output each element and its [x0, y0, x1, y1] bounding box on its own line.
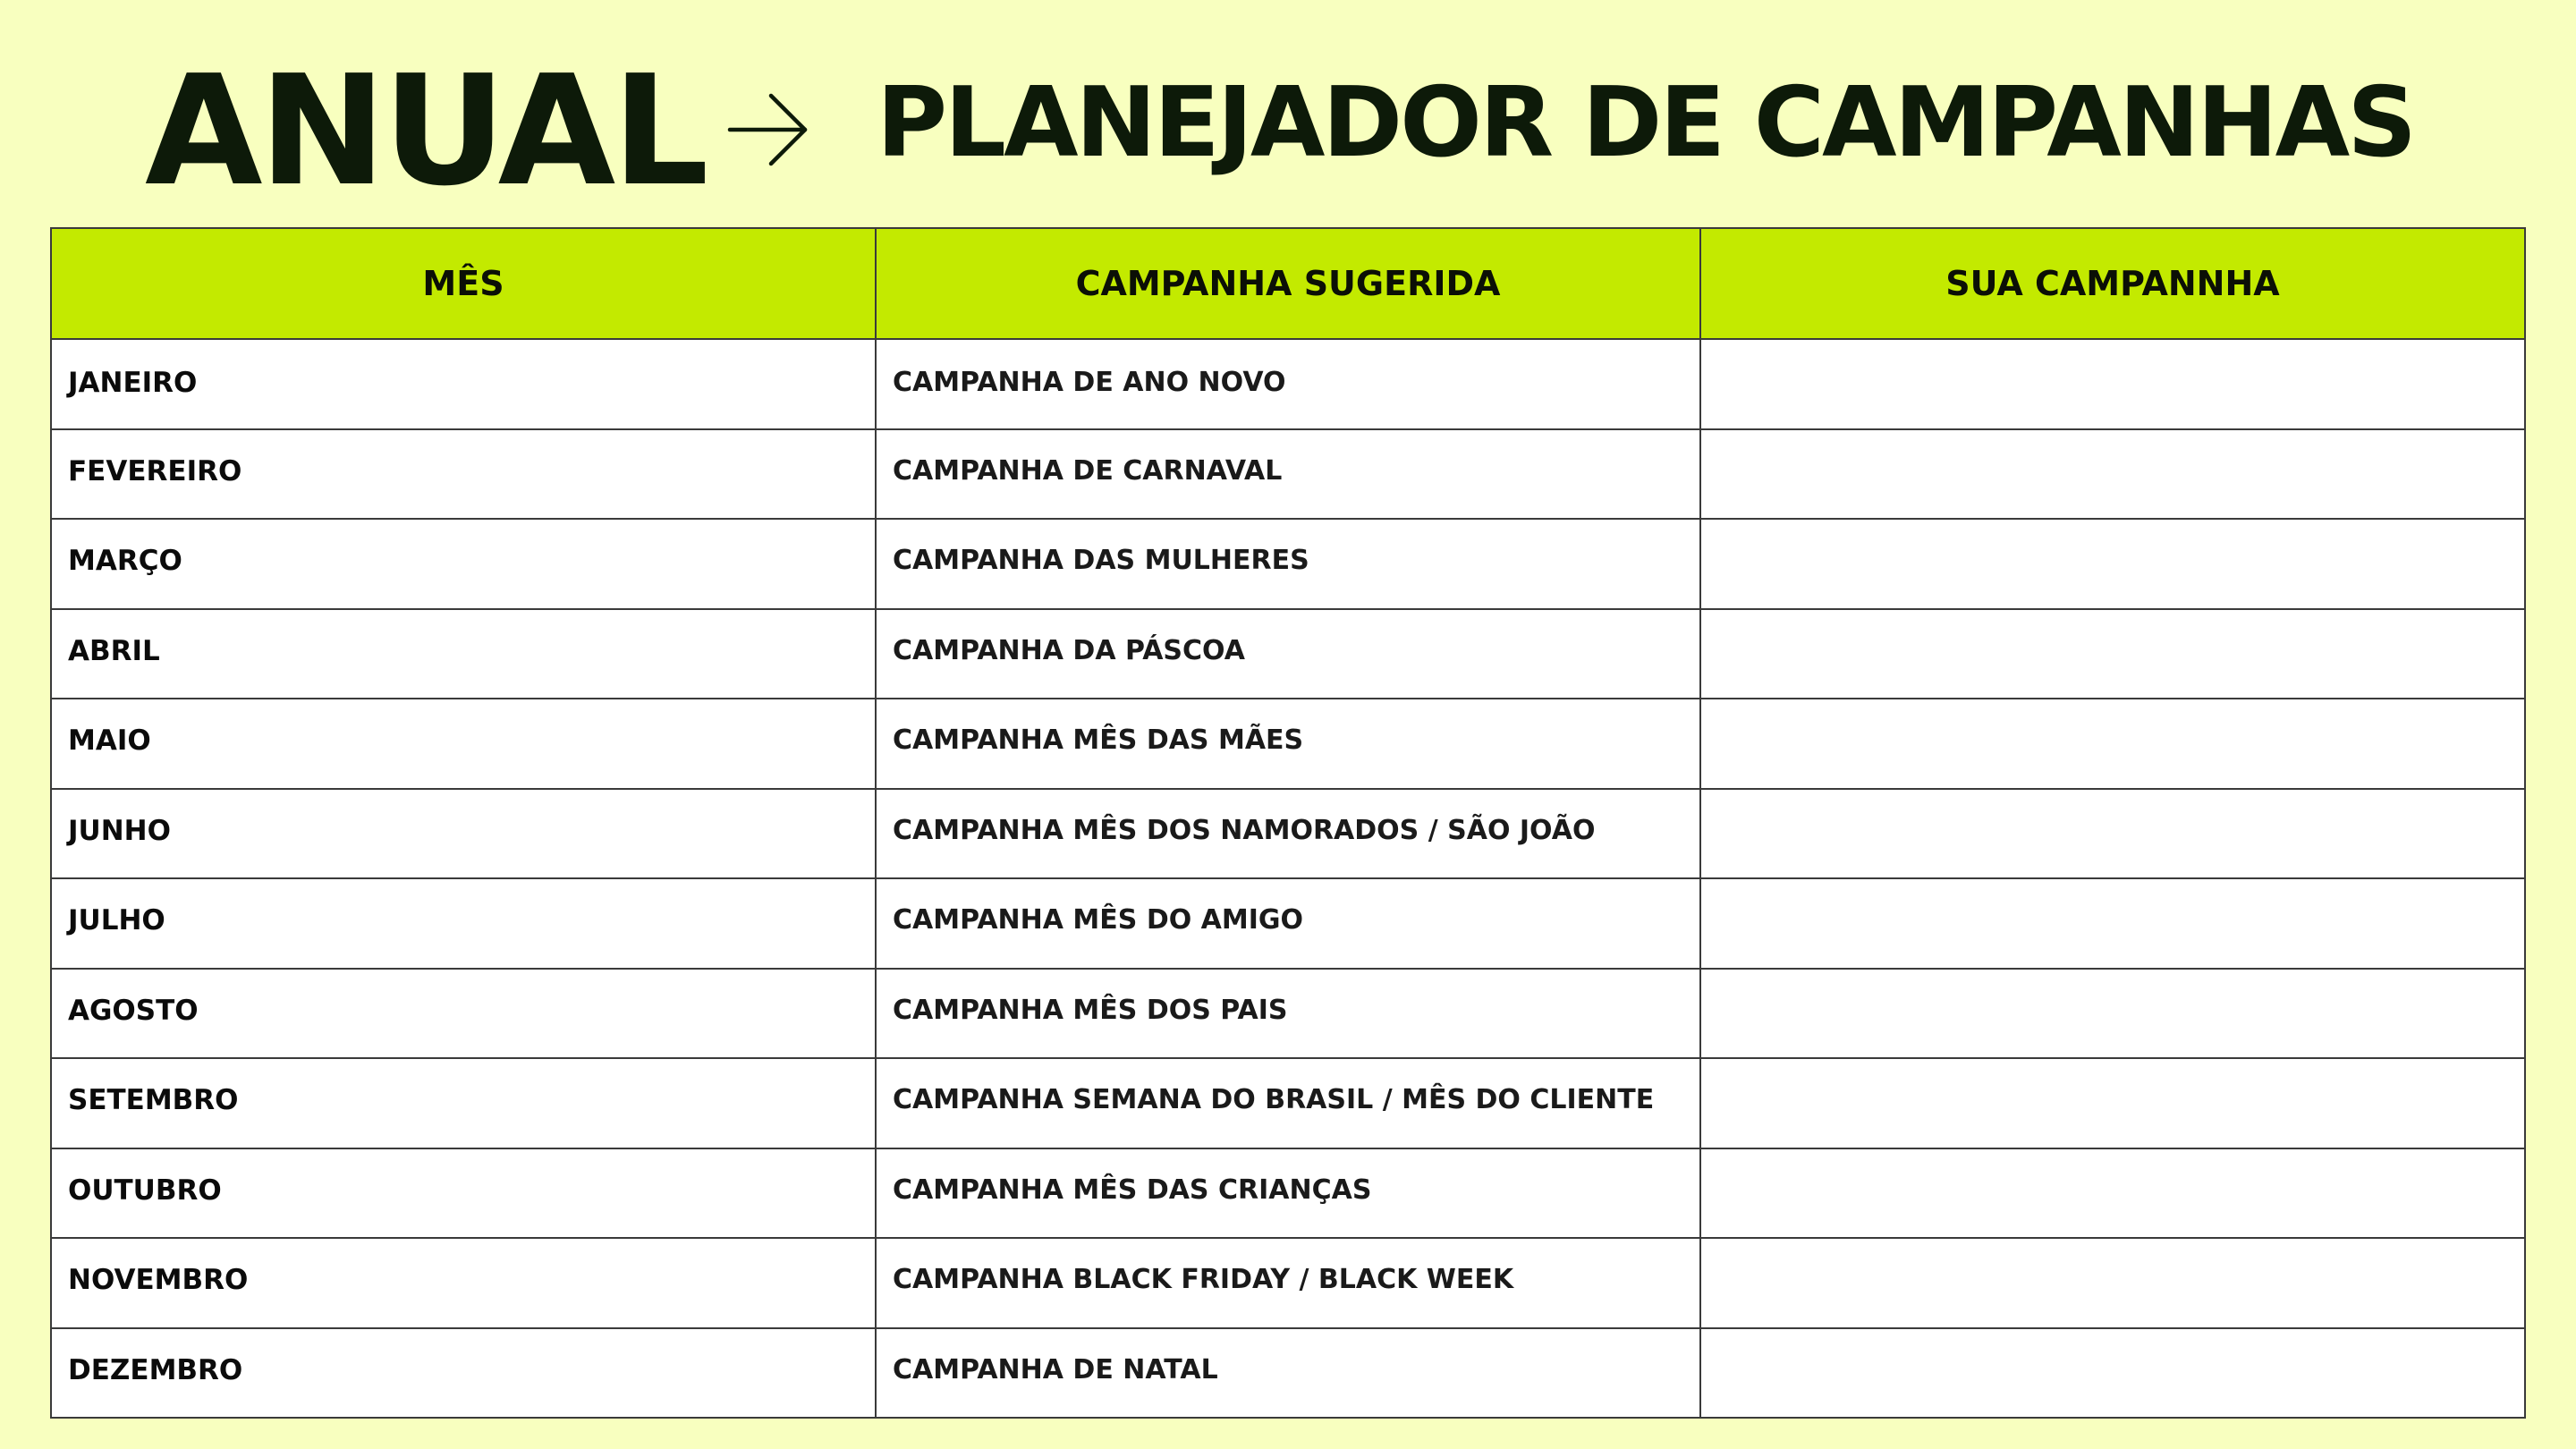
table-row	[51, 609, 2525, 699]
your-campaign-cell[interactable]	[1700, 519, 2525, 609]
your-campaign-cell[interactable]	[1700, 1058, 2525, 1148]
campaign-planner-table	[50, 227, 2526, 1419]
table-row	[51, 969, 2525, 1059]
suggested-campaign-cell: CAMPANHA MÊS DOS NAMORADOS / SÃO JOÃO	[876, 789, 1700, 879]
table-row	[51, 1328, 2525, 1419]
month-cell: SETEMBRO	[51, 1058, 876, 1148]
month-cell: FEVEREIRO	[51, 429, 876, 520]
your-campaign-cell[interactable]	[1700, 429, 2525, 520]
table-row	[51, 519, 2525, 609]
table-row	[51, 1148, 2525, 1239]
month-cell: MAIO	[51, 699, 876, 789]
table-row	[51, 1238, 2525, 1328]
suggested-campaign-cell: CAMPANHA DE ANO NOVO	[876, 339, 1700, 429]
table-header-row	[51, 228, 2525, 339]
your-campaign-cell[interactable]	[1700, 609, 2525, 699]
your-campaign-cell[interactable]	[1700, 969, 2525, 1059]
table-row	[51, 878, 2525, 969]
month-cell: OUTUBRO	[51, 1148, 876, 1239]
title-planejador: PLANEJADOR DE CAMPANHAS	[877, 67, 2415, 179]
month-cell: NOVEMBRO	[51, 1238, 876, 1328]
table-row	[51, 699, 2525, 789]
month-cell: AGOSTO	[51, 969, 876, 1059]
suggested-campaign-cell: CAMPANHA DE CARNAVAL	[876, 429, 1700, 520]
suggested-campaign-cell: CAMPANHA MÊS DO AMIGO	[876, 878, 1700, 969]
column-header-suggested-campaign: CAMPANHA SUGERIDA	[876, 228, 1700, 339]
month-cell: MARÇO	[51, 519, 876, 609]
your-campaign-cell[interactable]	[1700, 339, 2525, 429]
table-row	[51, 339, 2525, 429]
month-cell: JANEIRO	[51, 339, 876, 429]
arrow-right-icon	[726, 88, 810, 172]
suggested-campaign-cell: CAMPANHA DE NATAL	[876, 1328, 1700, 1419]
column-header-month: MÊS	[51, 228, 876, 339]
suggested-campaign-cell: CAMPANHA MÊS DAS CRIANÇAS	[876, 1148, 1700, 1239]
month-cell: JUNHO	[51, 789, 876, 879]
column-header-your-campaign: SUA CAMPANNHA	[1700, 228, 2525, 339]
suggested-campaign-cell: CAMPANHA SEMANA DO BRASIL / MÊS DO CLIENTE	[876, 1058, 1700, 1148]
month-cell: JULHO	[51, 878, 876, 969]
table-row	[51, 789, 2525, 879]
your-campaign-cell[interactable]	[1700, 699, 2525, 789]
your-campaign-cell[interactable]	[1700, 1238, 2525, 1328]
title-anual: ANUAL	[145, 43, 706, 220]
suggested-campaign-cell: CAMPANHA DAS MULHERES	[876, 519, 1700, 609]
suggested-campaign-cell: CAMPANHA MÊS DOS PAIS	[876, 969, 1700, 1059]
table-row	[51, 429, 2525, 520]
month-cell: ABRIL	[51, 609, 876, 699]
your-campaign-cell[interactable]	[1700, 1328, 2525, 1419]
title-row	[0, 0, 2576, 225]
your-campaign-cell[interactable]	[1700, 789, 2525, 879]
your-campaign-cell[interactable]	[1700, 878, 2525, 969]
month-cell: DEZEMBRO	[51, 1328, 876, 1419]
suggested-campaign-cell: CAMPANHA DA PÁSCOA	[876, 609, 1700, 699]
your-campaign-cell[interactable]	[1700, 1148, 2525, 1239]
suggested-campaign-cell: CAMPANHA MÊS DAS MÃES	[876, 699, 1700, 789]
table-row	[51, 1058, 2525, 1148]
suggested-campaign-cell: CAMPANHA BLACK FRIDAY / BLACK WEEK	[876, 1238, 1700, 1328]
